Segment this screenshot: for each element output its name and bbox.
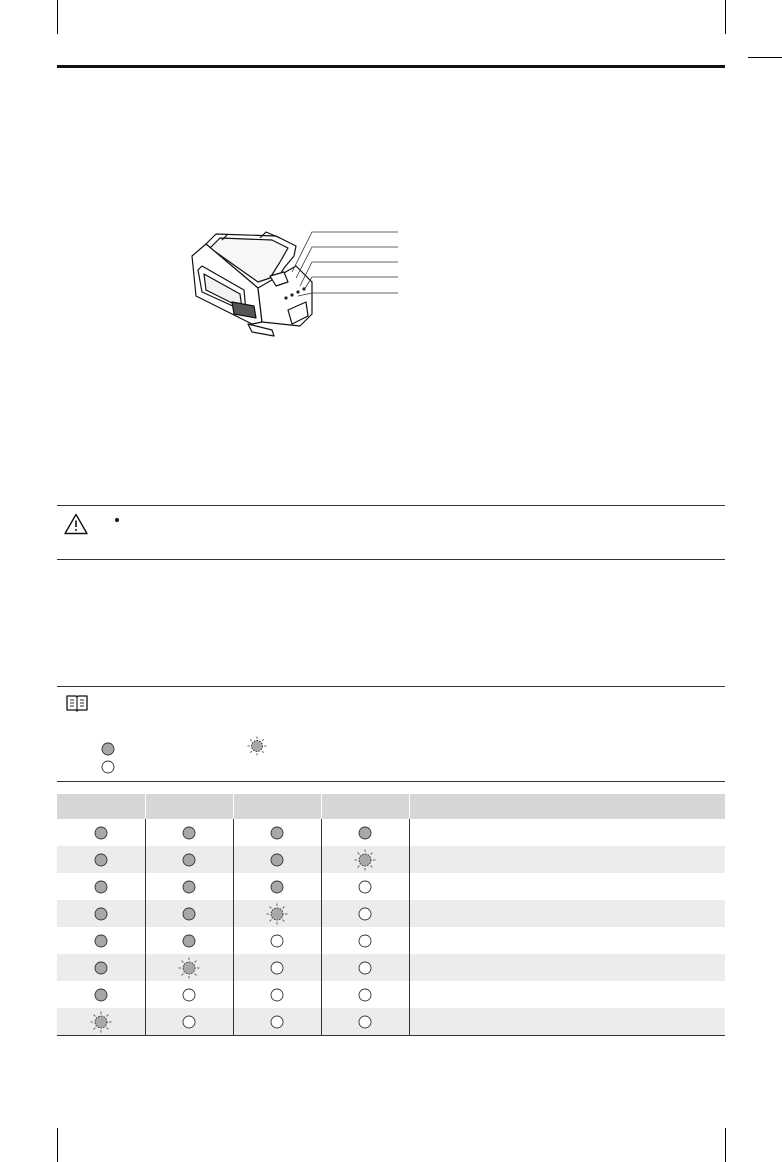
- battery-level-cell: [409, 873, 725, 900]
- crop-mark: [57, 1128, 58, 1162]
- led-off-icon: [358, 880, 372, 894]
- bullet: [115, 518, 119, 522]
- battery-level-cell: [409, 846, 725, 873]
- led-cell: [145, 981, 233, 1008]
- led-on-icon: [94, 880, 108, 894]
- led-cell: [233, 873, 321, 900]
- led-cell: [233, 954, 321, 981]
- table-row: [57, 846, 725, 873]
- led-cell: [57, 954, 145, 981]
- battery-level-table: [57, 794, 725, 1036]
- led-cell: [321, 927, 409, 954]
- led-on-icon: [270, 880, 284, 894]
- led-cell: [321, 954, 409, 981]
- table-row: [57, 1008, 725, 1036]
- led-cell: [321, 873, 409, 900]
- led-on-icon: [182, 934, 196, 948]
- table-row: [57, 873, 725, 900]
- led-off-icon: [358, 1015, 372, 1029]
- led-cell: [233, 927, 321, 954]
- led-off-icon: [270, 934, 284, 948]
- tips-top-rule: [57, 686, 725, 687]
- table-row: [57, 954, 725, 981]
- led-on-icon: [182, 880, 196, 894]
- battery-level-cell: [409, 954, 725, 981]
- led-cell: [145, 1008, 233, 1036]
- led-off-icon: [358, 988, 372, 1002]
- battery-level-cell: [409, 900, 725, 927]
- led-cell: [321, 981, 409, 1008]
- led-off-icon: [182, 988, 196, 1002]
- led-on-icon: [94, 907, 108, 921]
- warning-bottom-rule: [57, 559, 725, 560]
- header-led2: [145, 794, 233, 819]
- led-on-icon: [94, 988, 108, 1002]
- crop-mark: [57, 0, 58, 34]
- led-off-icon: [358, 961, 372, 975]
- led-cell: [233, 846, 321, 873]
- crop-mark: [748, 57, 782, 58]
- open-book-icon: [66, 694, 88, 712]
- table-header-row: [57, 794, 725, 819]
- led-cell: [57, 1008, 145, 1036]
- led-cell: [233, 1008, 321, 1036]
- led-on-icon: [182, 853, 196, 867]
- led-on-icon: [270, 826, 284, 840]
- led-on-icon: [270, 853, 284, 867]
- led-cell: [233, 819, 321, 846]
- header-led3: [233, 794, 321, 819]
- led-off-icon: [270, 988, 284, 1002]
- led-on-icon: [94, 826, 108, 840]
- led-cell: [321, 846, 409, 873]
- led-cell: [145, 927, 233, 954]
- header-rule: [57, 65, 725, 68]
- header-battery-level: [409, 794, 725, 819]
- battery-level-cell: [409, 1008, 725, 1036]
- led-cell: [145, 954, 233, 981]
- led-cell: [321, 819, 409, 846]
- led-cell: [145, 846, 233, 873]
- led-cell: [57, 927, 145, 954]
- led-on-icon: [182, 907, 196, 921]
- battery-illustration: [188, 226, 398, 342]
- led-on-icon: [182, 826, 196, 840]
- led-cell: [57, 873, 145, 900]
- crop-mark: [725, 0, 726, 34]
- led-cell: [321, 900, 409, 927]
- led-cell: [57, 846, 145, 873]
- crop-mark: [725, 1128, 726, 1162]
- led-cell: [57, 981, 145, 1008]
- table-row: [57, 981, 725, 1008]
- led-blinking-icon: [178, 957, 200, 979]
- warning-top-rule: [57, 505, 725, 506]
- table-row: [57, 900, 725, 927]
- warning-triangle-icon: [64, 513, 88, 535]
- battery-level-cell: [409, 927, 725, 954]
- legend-led-off-icon: [101, 760, 115, 774]
- led-blinking-icon: [266, 903, 288, 925]
- led-on-icon: [358, 826, 372, 840]
- led-off-icon: [182, 1015, 196, 1029]
- led-cell: [145, 873, 233, 900]
- led-cell: [233, 981, 321, 1008]
- led-on-icon: [94, 961, 108, 975]
- led-off-icon: [270, 1015, 284, 1029]
- table-row: [57, 927, 725, 954]
- led-cell: [145, 900, 233, 927]
- legend-led-on-icon: [101, 742, 115, 756]
- led-cell: [57, 900, 145, 927]
- led-cell: [321, 1008, 409, 1036]
- table-row: [57, 819, 725, 846]
- tips-bottom-rule: [57, 781, 725, 782]
- led-blinking-icon: [90, 1011, 112, 1033]
- led-cell: [145, 819, 233, 846]
- led-on-icon: [94, 853, 108, 867]
- header-led1: [57, 794, 145, 819]
- legend-led-blinking-icon: [247, 736, 267, 756]
- led-on-icon: [94, 934, 108, 948]
- led-off-icon: [358, 907, 372, 921]
- led-off-icon: [270, 961, 284, 975]
- led-cell: [57, 819, 145, 846]
- led-off-icon: [358, 934, 372, 948]
- battery-level-cell: [409, 981, 725, 1008]
- led-blinking-icon: [354, 849, 376, 871]
- battery-level-cell: [409, 819, 725, 846]
- led-cell: [233, 900, 321, 927]
- header-led4: [321, 794, 409, 819]
